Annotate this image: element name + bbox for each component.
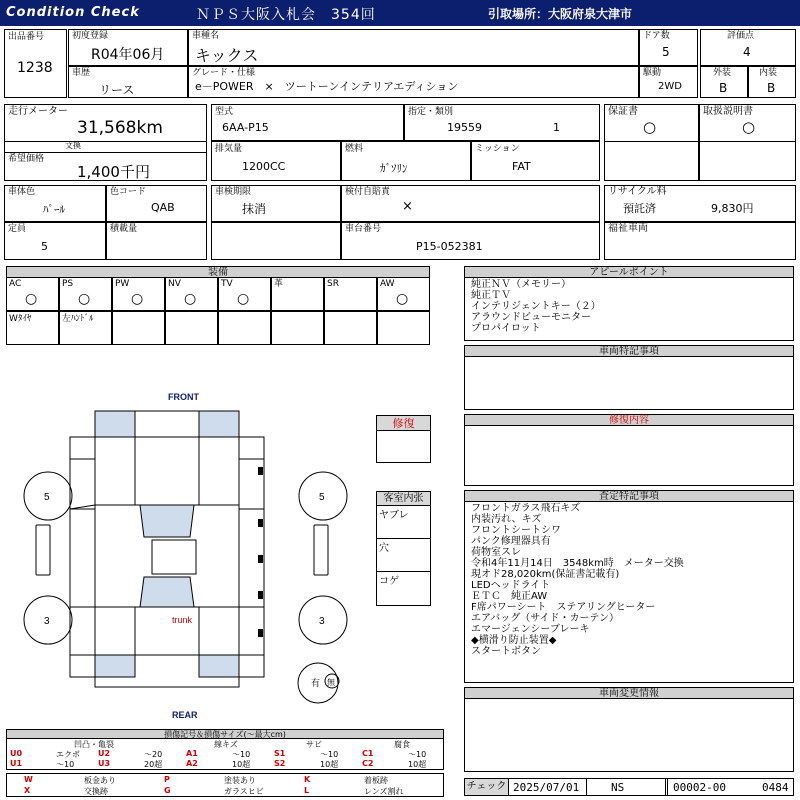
- inspector-title: 査定特記事項: [464, 490, 794, 502]
- equipment-item: [6, 277, 59, 311]
- appeal-line: 純正ＮＶ（メモリー）: [471, 279, 571, 290]
- appeal-line: プロパイロット: [471, 323, 541, 334]
- drive-label: 駆動: [643, 68, 662, 78]
- inspection-box: [211, 185, 341, 222]
- windshield: [140, 505, 194, 537]
- car-name-box: [188, 29, 639, 66]
- legend-title: 損傷記号＆損傷サイズ(〜最大cm): [6, 729, 444, 739]
- special-box: [464, 356, 794, 410]
- front-label: FRONT: [168, 392, 199, 402]
- inspector-line: エマージェンシーブレーキ: [471, 624, 590, 635]
- equipment-value: ○: [78, 291, 91, 307]
- color-box: [4, 185, 106, 222]
- lot-box: [4, 29, 67, 98]
- equipment-label: NV: [168, 279, 181, 289]
- appeal-line: 純正ＴＶ: [471, 290, 511, 301]
- inspector-line: パンク修理器具有: [471, 536, 551, 547]
- history-label: 車歴: [72, 68, 91, 78]
- color-label: 車体色: [8, 187, 36, 197]
- mileage-value: 31,568km: [77, 118, 163, 138]
- equipment-item: [112, 277, 165, 311]
- legend-desc: 10超: [232, 760, 251, 769]
- fuel-value: ｶﾞｿﾘﾝ: [380, 162, 408, 175]
- drive-box: [639, 66, 698, 98]
- legend-group: 線キズ: [214, 740, 238, 749]
- legend-code: K: [304, 775, 311, 784]
- displacement-value: 1200CC: [242, 160, 286, 173]
- inspector-line: 内装汚れ、キズ: [471, 514, 542, 525]
- front-left-fender: [95, 411, 135, 437]
- check-inspector: NS: [611, 781, 625, 794]
- legend-desc: 〜10: [408, 750, 427, 759]
- blank-box: [211, 222, 341, 260]
- manual-value: ○: [742, 118, 756, 136]
- displacement-box: [211, 141, 341, 181]
- equipment-label: SR: [327, 279, 339, 289]
- equipment-item: [165, 277, 218, 311]
- legend-code: A2: [186, 759, 198, 768]
- recycle-status: 預託済: [623, 202, 656, 215]
- spare-mark: 無: [327, 678, 335, 687]
- chassis-label: 車台番号: [345, 224, 382, 234]
- lot-number: 1238: [17, 60, 53, 76]
- mileage-label: 走行メーター: [8, 106, 68, 117]
- legend-desc: 〜20: [144, 750, 163, 759]
- doors-label: ドア数: [643, 31, 670, 41]
- equipment-item: [218, 277, 271, 311]
- inspector-line: F席パワーシート ステアリングヒーター: [471, 602, 656, 613]
- mileage-note: 文換: [65, 141, 81, 150]
- equipment-label: AC: [9, 279, 22, 289]
- pickup-location: 引取場所：大阪府泉大津市: [488, 7, 633, 21]
- left-mirror-sill: [36, 525, 50, 575]
- inspector-line: LEDヘッドライト: [471, 580, 551, 591]
- liability-box: [341, 185, 600, 222]
- changes-title: 車両変更情報: [464, 687, 794, 699]
- inspector-line: ＥＴＣ 純正AW: [471, 591, 548, 602]
- capacity-box: [4, 222, 106, 260]
- color-value: ﾊﾟｰﾙ: [43, 203, 65, 216]
- interior-value: B: [767, 81, 776, 95]
- first-reg-box: [68, 29, 188, 66]
- inspection-label: 車検期限: [215, 187, 252, 197]
- car-diagram: [0, 385, 376, 725]
- legend-code: U1: [10, 759, 23, 768]
- legend-code: X: [24, 786, 31, 795]
- tire-rl-value: 3: [44, 616, 50, 627]
- legend-code: P: [164, 775, 170, 784]
- manual-label: 取扱説明書: [703, 106, 753, 117]
- right-rear-panel: [239, 655, 264, 677]
- legend-desc: 10超: [408, 760, 427, 769]
- front-right-fender: [199, 411, 239, 437]
- load-box: [106, 222, 207, 260]
- color-code-label: 色コード: [110, 187, 147, 197]
- warranty-value: ○: [643, 118, 657, 136]
- special-title: 車両特記事項: [464, 345, 794, 357]
- history-value: リース: [99, 83, 135, 97]
- equipment-item: [324, 277, 377, 311]
- legend-code: S2: [274, 759, 286, 768]
- legend-desc: 〜10: [232, 750, 251, 759]
- equipment-item: [218, 311, 271, 345]
- mission-label: ミッション: [475, 144, 520, 154]
- recycle-label: リサイクル料: [608, 186, 667, 197]
- manual-box: [699, 104, 796, 181]
- fuel-label: 燃料: [345, 144, 364, 154]
- inspector-line: 令和4年11月14日 3548km時 メーター交換: [471, 558, 684, 569]
- inspector-line: フロントシートシワ: [471, 525, 561, 536]
- score-label: 評価点: [727, 31, 755, 41]
- legend-desc: 〜10: [56, 760, 75, 769]
- recycle-box: [604, 185, 796, 222]
- welfare-box: [604, 222, 796, 260]
- equipment-item: [271, 277, 324, 311]
- welfare-label: 福祉車両: [608, 223, 648, 234]
- left-rear-quarter: [70, 607, 95, 655]
- appeal-title: アピールポイント: [464, 266, 794, 278]
- appeal-line: インテリジェントキー（２）: [471, 301, 601, 312]
- fuel-box: [341, 141, 471, 181]
- capacity-label: 定員: [8, 224, 27, 234]
- exterior-label: 外装: [713, 68, 732, 78]
- rear-left-corner: [95, 655, 135, 677]
- left-front-door: [70, 459, 95, 509]
- legend-desc: ガラスヒビ: [224, 787, 264, 796]
- equipment-item: [377, 277, 430, 311]
- recycle-amount: 9,830円: [711, 202, 754, 215]
- doors-box: [639, 29, 698, 66]
- rear-right-corner: [199, 655, 239, 677]
- cabin-tear: ヤブレ: [377, 506, 430, 539]
- legend-code: L: [304, 786, 310, 795]
- changes-box: [464, 698, 794, 772]
- legend-group: 腐食: [394, 740, 410, 749]
- warranty-box: [604, 104, 699, 181]
- page-title: Condition Check: [6, 5, 140, 20]
- roof: [152, 540, 196, 574]
- equipment-item: [165, 311, 218, 345]
- car-name-value: キックス: [195, 46, 259, 65]
- appeal-line: アラウンドビューモニター: [471, 312, 591, 323]
- exterior-box: [700, 66, 748, 98]
- repair-content-box: [464, 425, 794, 486]
- tire-fr-value: 5: [319, 492, 325, 503]
- liability-value: ×: [402, 199, 413, 214]
- right-front-panel: [239, 437, 264, 459]
- equipment-title: 装備: [6, 266, 430, 278]
- equipment-item: [59, 277, 112, 311]
- equipment-value: ○: [396, 291, 409, 307]
- equipment-item: [112, 311, 165, 345]
- door-handles: [258, 467, 263, 637]
- model-label: 型式: [215, 107, 234, 117]
- equipment-label: 革: [274, 279, 284, 289]
- repair-box: [376, 415, 431, 463]
- legend-desc: 〜10: [320, 750, 339, 759]
- equipment-item: [377, 311, 430, 345]
- equipment-label: AW: [380, 279, 395, 289]
- equipment-label: 左ﾊﾝﾄﾞﾙ: [62, 314, 94, 324]
- rear-label: REAR: [172, 710, 198, 720]
- legend-code: C2: [362, 759, 374, 768]
- designation-value: 19559: [447, 121, 482, 134]
- check-date: 2025/07/01: [513, 781, 580, 794]
- lot-label: 出品番号: [8, 32, 45, 42]
- inspector-line: エアバッグ（サイド・カーテン）: [471, 613, 619, 624]
- model-value: 6AA-P15: [222, 121, 269, 134]
- legend-code: U3: [98, 759, 111, 768]
- trunk-label: trunk: [172, 615, 193, 625]
- legend-code: U2: [98, 749, 111, 758]
- drive-value: 2WD: [658, 81, 682, 92]
- legend-code: U0: [10, 749, 23, 758]
- equipment-value: ○: [131, 291, 144, 307]
- inspector-line: フロントガラス飛石キズ: [471, 503, 581, 514]
- equipment-label: PW: [115, 279, 130, 289]
- capacity-value: 5: [41, 240, 48, 253]
- left-side: [70, 509, 95, 607]
- equipment-item: [59, 311, 112, 345]
- designation-label: 指定・類別: [408, 107, 454, 117]
- mission-box: [471, 141, 600, 181]
- cabin-title: 客室内张: [377, 492, 430, 506]
- appeal-box: [464, 277, 794, 341]
- right-mirror-sill: [314, 525, 328, 575]
- inspector-line: 現オド28,020km(保証書記載有): [471, 569, 620, 580]
- inspection-value: 抹消: [242, 202, 267, 216]
- legend-desc: 塗装あり: [224, 776, 256, 785]
- equipment-item: [6, 311, 59, 345]
- hope-price-label: 希望価格: [8, 154, 45, 164]
- legend-code: G: [164, 786, 171, 795]
- grade-value: e－POWER × ツートーンインテリアエディション: [195, 80, 459, 93]
- right-front-door: [239, 459, 264, 509]
- first-reg-value: R04年06月: [91, 47, 165, 63]
- history-box: [68, 66, 188, 98]
- interior-box: [748, 66, 796, 98]
- inspector-line: スタートボタン: [471, 646, 541, 657]
- score-box: [700, 29, 796, 66]
- designation-box: [404, 104, 600, 141]
- legend-desc: 10超: [320, 760, 339, 769]
- mission-value: FAT: [512, 160, 531, 173]
- displacement-label: 排気量: [215, 144, 243, 154]
- legend-desc: 20超: [144, 760, 163, 769]
- color-code-value: QAB: [151, 201, 175, 214]
- legend-code: A1: [186, 749, 198, 758]
- repair-title: 修復: [377, 416, 430, 431]
- equipment-value: ○: [237, 291, 250, 307]
- cabin-burn: コゲ: [379, 576, 399, 587]
- rear-window: [140, 577, 194, 607]
- load-label: 積載量: [110, 224, 138, 234]
- equipment-value: ○: [184, 291, 197, 307]
- legend-desc: 板金あり: [84, 776, 116, 785]
- check-code: 00002-00: [673, 781, 726, 794]
- left-rear-panel: [70, 655, 95, 677]
- check-label: チェック: [465, 779, 509, 795]
- legend-desc: エクボ: [56, 750, 80, 759]
- mileage-box: [4, 104, 207, 181]
- check-row: [464, 778, 794, 796]
- grade-box: [188, 66, 639, 98]
- exterior-value: B: [719, 81, 728, 95]
- repair-content-title: 修復内容: [464, 414, 794, 426]
- cabin-box: [376, 491, 431, 606]
- auction-name: ＮＰＳ大阪入札会 354回: [196, 7, 376, 23]
- doors-value: 5: [662, 45, 670, 59]
- inspector-box: [464, 501, 794, 683]
- chassis-value: P15-052381: [416, 240, 483, 253]
- first-reg-label: 初度登録: [72, 31, 109, 41]
- category-value: 1: [553, 121, 560, 134]
- warranty-label: 保証書: [608, 106, 638, 117]
- liability-label: 検付自賠責: [345, 187, 391, 197]
- legend-group: サビ: [306, 740, 322, 749]
- equipment-label: TV: [221, 279, 233, 289]
- chassis-box: [341, 222, 600, 260]
- tire-fl-value: 5: [44, 492, 50, 503]
- equipment-label: Wﾀｲﾔ: [9, 314, 32, 324]
- inspector-line: ◆横滑り防止装置◆: [471, 635, 557, 646]
- grade-label: グレード・仕様: [192, 68, 256, 78]
- check-number: 0484: [762, 781, 789, 794]
- header-bar: [0, 0, 800, 26]
- spare-label: 有: [311, 679, 321, 689]
- tire-rr-value: 3: [319, 616, 325, 627]
- cabin-hole: 穴: [377, 539, 430, 572]
- hope-price-value: 1,400千円: [77, 163, 150, 181]
- legend-group: 凹凸・亀裂: [74, 740, 114, 749]
- legend-code: W: [24, 775, 33, 784]
- legend-code: C1: [362, 749, 374, 758]
- left-front-panel: [70, 437, 95, 459]
- legend-desc: 着板跡: [364, 776, 388, 785]
- legend-desc: 交換跡: [84, 787, 108, 796]
- score-value: 4: [743, 45, 751, 59]
- legend-code: S1: [274, 749, 286, 758]
- inspector-line: 荷物室スレ: [471, 547, 521, 558]
- car-name-label: 車種名: [192, 31, 220, 41]
- car-outline: [95, 411, 239, 687]
- equipment-label: PS: [62, 279, 74, 289]
- equipment-item: [271, 311, 324, 345]
- model-box: [211, 104, 404, 141]
- legend-desc: レンズ割れ: [364, 787, 404, 796]
- equipment-item: [324, 311, 377, 345]
- equipment-value: ○: [25, 291, 38, 307]
- interior-label: 内装: [759, 68, 778, 78]
- color-code-box: [106, 185, 207, 222]
